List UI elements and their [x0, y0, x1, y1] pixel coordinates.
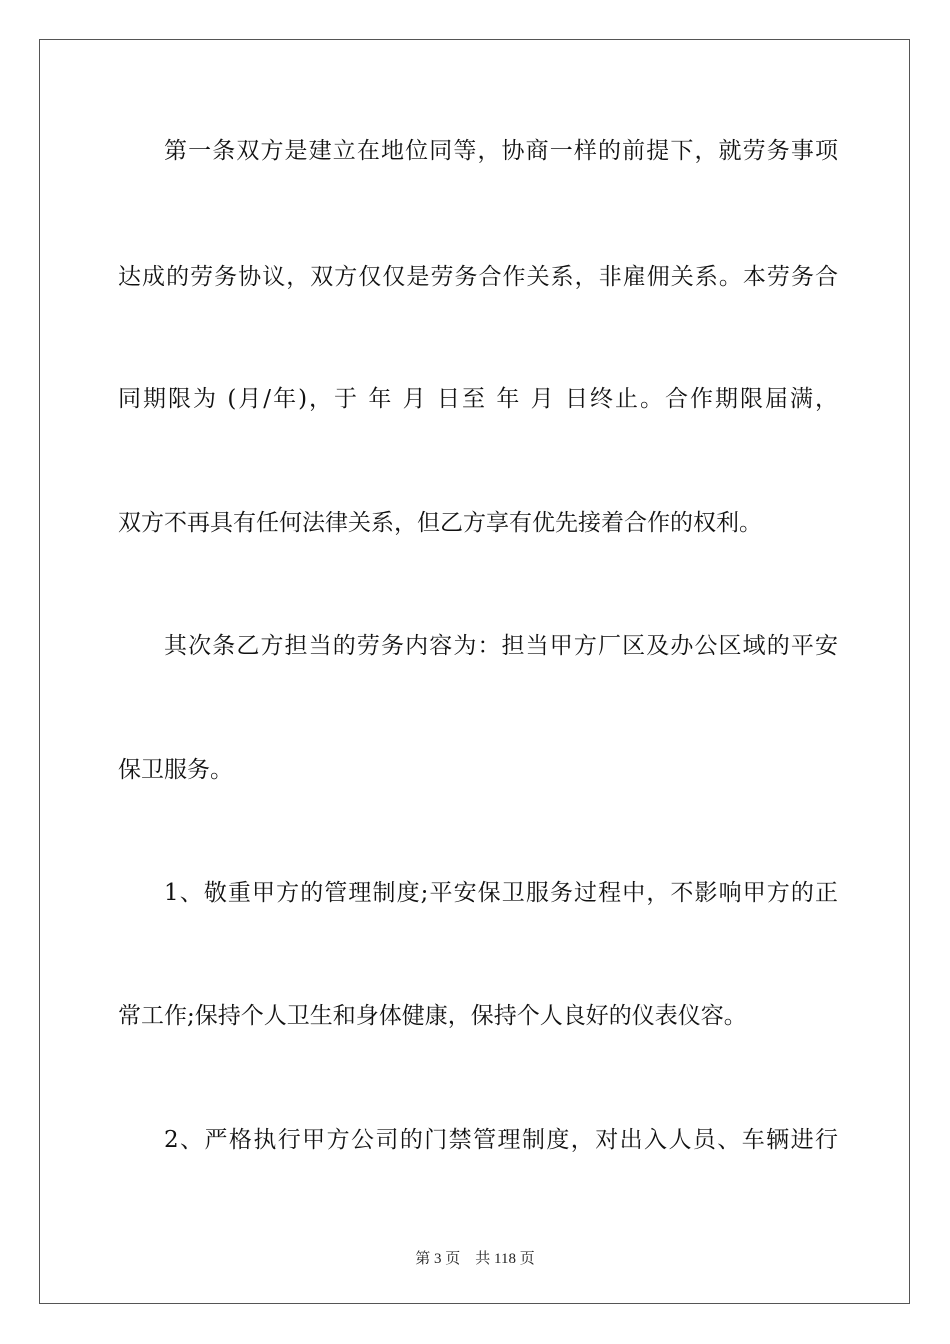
page-footer	[0, 1247, 950, 1268]
paragraph-4-line-1: 2、严格执行甲方公司的门禁管理制度，对出入人员、车辆进行	[164, 1127, 838, 1153]
page-border	[39, 39, 910, 1304]
paragraph-2-line-2: 保卫服务。	[118, 757, 233, 783]
paragraph-1-line-3: 同期限为 (月/年)，于 年 月 日至 年 月 日终止。合作期限届满，	[118, 386, 838, 412]
paragraph-1-line-1: 第一条双方是建立在地位同等，协商一样的前提下，就劳务事项	[164, 138, 838, 164]
page-number: 第 3 页	[415, 1251, 461, 1267]
paragraph-1-line-4: 双方不再具有任何法律关系，但乙方享有优先接着合作的权利。	[118, 510, 762, 536]
paragraph-2-line-1: 其次条乙方担当的劳务内容为：担当甲方厂区及办公区域的平安	[164, 633, 838, 659]
paragraph-3-line-2: 常工作;保持个人卫生和身体健康，保持个人良好的仪表仪容。	[118, 1003, 747, 1029]
paragraph-1-line-2: 达成的劳务协议，双方仅仅是劳务合作关系，非雇佣关系。本劳务合	[118, 264, 838, 290]
page-total: 共 118 页	[475, 1251, 535, 1267]
paragraph-3-line-1: 1、敬重甲方的管理制度;平安保卫服务过程中，不影响甲方的正	[164, 880, 838, 906]
